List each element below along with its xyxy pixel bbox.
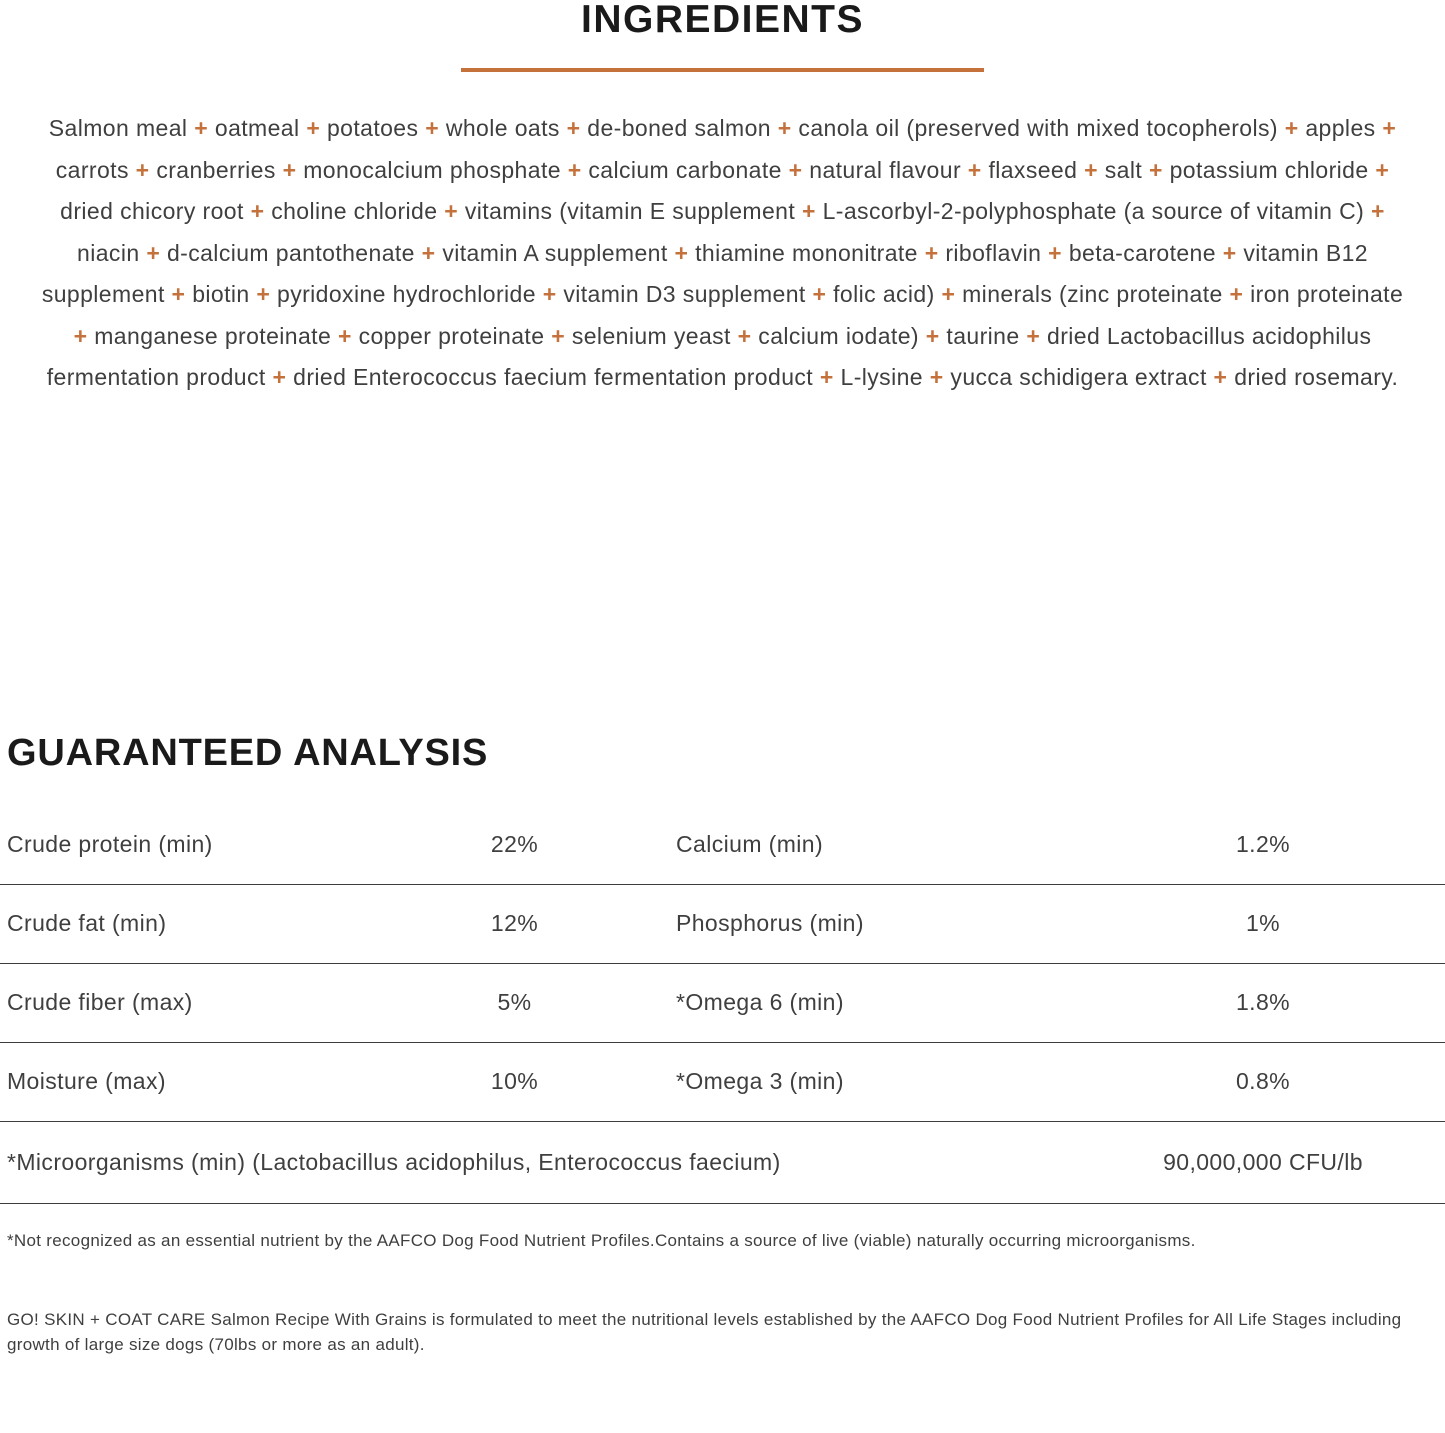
plus-separator: + [306, 115, 321, 141]
ingredient-item: Salmon meal [48, 115, 188, 141]
plus-separator: + [1229, 281, 1244, 307]
ingredient-item: copper proteinate [358, 322, 545, 349]
plus-separator: + [171, 281, 186, 307]
plus-separator: + [135, 156, 150, 183]
plus-separator: + [929, 364, 944, 390]
ingredient-item: potatoes [326, 115, 419, 141]
ingredient-item: selenium yeast [571, 322, 731, 349]
plus-separator: + [566, 115, 581, 141]
plus-separator: + [1084, 156, 1098, 183]
ingredient-item: beta-carotene [1068, 239, 1216, 266]
ingredient-item: cranberries [156, 156, 276, 183]
nutrient-label: Phosphorus (min) [676, 910, 864, 936]
plus-separator: + [819, 364, 834, 390]
ingredient-item: niacin [77, 239, 140, 266]
nutrient-value: 0.8% [1235, 1068, 1291, 1094]
ingredient-item: biotin [192, 281, 250, 307]
nutrient-label: *Omega 3 (min) [676, 1068, 844, 1094]
table-row [0, 964, 1445, 1043]
ingredient-item: monocalcium phosphate [303, 156, 561, 183]
plus-separator: + [737, 322, 752, 349]
nutrient-label: Crude fiber (max) [7, 989, 193, 1015]
ingredient-item: dried rosemary. [1234, 364, 1399, 390]
ingredient-item: carrots [55, 156, 129, 183]
plus-separator: + [674, 239, 689, 266]
plus-separator: + [567, 156, 582, 183]
ingredient-item: salt [1104, 156, 1143, 183]
nutrient-value: 1.2% [1235, 831, 1291, 857]
plus-separator: + [1284, 115, 1299, 141]
table-row [0, 806, 1445, 885]
plus-separator: + [1222, 239, 1237, 266]
ingredient-item: vitamins (vitamin E supplement [464, 198, 796, 224]
nutrient-label: Calcium (min) [676, 831, 824, 857]
nutrient-label: *Microorganisms (min) (Lactobacillus acidophilus, Enterococcus faecium) [7, 1148, 781, 1175]
plus-separator: + [924, 239, 939, 266]
plus-separator: + [1370, 198, 1385, 224]
ingredient-item: de-boned salmon [587, 115, 771, 141]
plus-separator: + [941, 281, 956, 307]
plus-separator: + [1382, 115, 1397, 141]
aafco-statement: GO! SKIN + COAT CARE Salmon Recipe With Grains is formulated to meet the nutritional levels established by the AAFCO Dog Food Nutrient Profiles for All Life Stages including growth of large size dogs (70lbs or more as an adult). [7, 1309, 1402, 1354]
ingredient-item: apples [1305, 115, 1376, 141]
ingredient-item: vitamin B12 supplement [41, 239, 1368, 307]
nutrient-label: Moisture (max) [7, 1068, 166, 1094]
ingredient-item: pyridoxine hydrochloride [277, 281, 536, 307]
plus-separator: + [444, 198, 459, 224]
ingredient-item: choline chloride [271, 198, 438, 224]
plus-separator: + [1375, 156, 1390, 183]
plus-separator: + [925, 322, 940, 349]
guaranteed-analysis-table [0, 806, 1445, 1204]
plus-separator: + [1148, 156, 1163, 183]
ingredient-item: riboflavin [945, 239, 1042, 266]
ingredient-item: taurine [946, 322, 1020, 349]
plus-separator: + [967, 156, 982, 183]
plus-separator: + [272, 364, 287, 390]
plus-separator: + [256, 281, 271, 307]
ingredient-item: dried Enterococcus faecium fermentation product [293, 364, 814, 390]
ingredient-item: canola oil (preserved with mixed tocopherols) [798, 115, 1278, 141]
plus-separator: + [1026, 322, 1041, 349]
nutrient-value: 12% [490, 910, 539, 936]
plus-separator: + [1048, 239, 1063, 266]
guaranteed-analysis-title: GUARANTEED ANALYSIS [7, 731, 489, 774]
plus-separator: + [542, 281, 557, 307]
plus-separator: + [73, 322, 88, 349]
plus-separator: + [812, 281, 827, 307]
ingredient-item: vitamin D3 supplement [563, 281, 806, 307]
plus-separator: + [146, 239, 161, 266]
ingredient-item: L-lysine [840, 364, 923, 390]
ingredient-item: potassium chloride [1169, 156, 1369, 183]
nutrient-label: *Omega 6 (min) [676, 989, 844, 1015]
nutrient-label: Crude protein (min) [7, 831, 213, 857]
plus-separator: + [777, 115, 792, 141]
ingredient-item: oatmeal [214, 115, 300, 141]
ingredient-item: manganese proteinate [94, 322, 332, 349]
ingredient-item: whole oats [445, 115, 560, 141]
ingredients-text [35, 108, 1411, 399]
plus-separator: + [788, 156, 803, 183]
ingredient-item: dried Lactobacillus acidophilus fermentation product [46, 322, 1372, 390]
table-row-microorganisms [0, 1122, 1445, 1204]
plus-separator: + [551, 322, 566, 349]
plus-separator: + [801, 198, 816, 224]
ingredient-item: iron proteinate [1250, 281, 1404, 307]
plus-separator: + [1213, 364, 1228, 390]
ingredient-item: thiamine mononitrate [695, 239, 918, 266]
ingredient-item: calcium iodate) [758, 322, 919, 349]
ingredient-item: d-calcium pantothenate [166, 239, 415, 266]
table-row [0, 885, 1445, 964]
ingredients-divider [461, 68, 984, 72]
nutrient-value: 10% [490, 1068, 539, 1094]
ingredient-item: natural flavour [809, 156, 961, 183]
table-row [0, 1043, 1445, 1122]
ingredient-item: calcium carbonate [588, 156, 782, 183]
nutrient-value: 22% [490, 831, 539, 857]
plus-separator: + [250, 198, 265, 224]
ingredient-item: vitamin A supplement [442, 239, 668, 266]
ingredient-item: folic acid) [833, 281, 935, 307]
plus-separator: + [421, 239, 436, 266]
ingredient-item: L-ascorbyl-2-polyphosphate (a source of vitamin C) [822, 198, 1365, 224]
plus-separator: + [337, 322, 352, 349]
nutrient-value: 5% [497, 989, 532, 1015]
nutrient-value: 90,000,000 CFU/lb [1163, 1148, 1363, 1175]
plus-separator: + [194, 115, 209, 141]
plus-separator: + [282, 156, 297, 183]
nutrient-label: Crude fat (min) [7, 910, 167, 936]
nutrient-value: 1.8% [1235, 989, 1291, 1015]
ingredient-item: flaxseed [988, 156, 1078, 183]
plus-separator: + [425, 115, 440, 141]
aafco-footnote: *Not recognized as an essential nutrient by the AAFCO Dog Food Nutrient Profiles.Contains a source of live (viable) naturally occurring microorganisms. [7, 1230, 1196, 1250]
nutrient-value: 1% [1245, 910, 1281, 936]
ingredient-item: minerals (zinc proteinate [962, 281, 1223, 307]
ingredient-item: yucca schidigera extract [950, 364, 1207, 390]
ingredient-item: dried chicory root [60, 198, 244, 224]
ingredients-title: INGREDIENTS [580, 0, 865, 41]
